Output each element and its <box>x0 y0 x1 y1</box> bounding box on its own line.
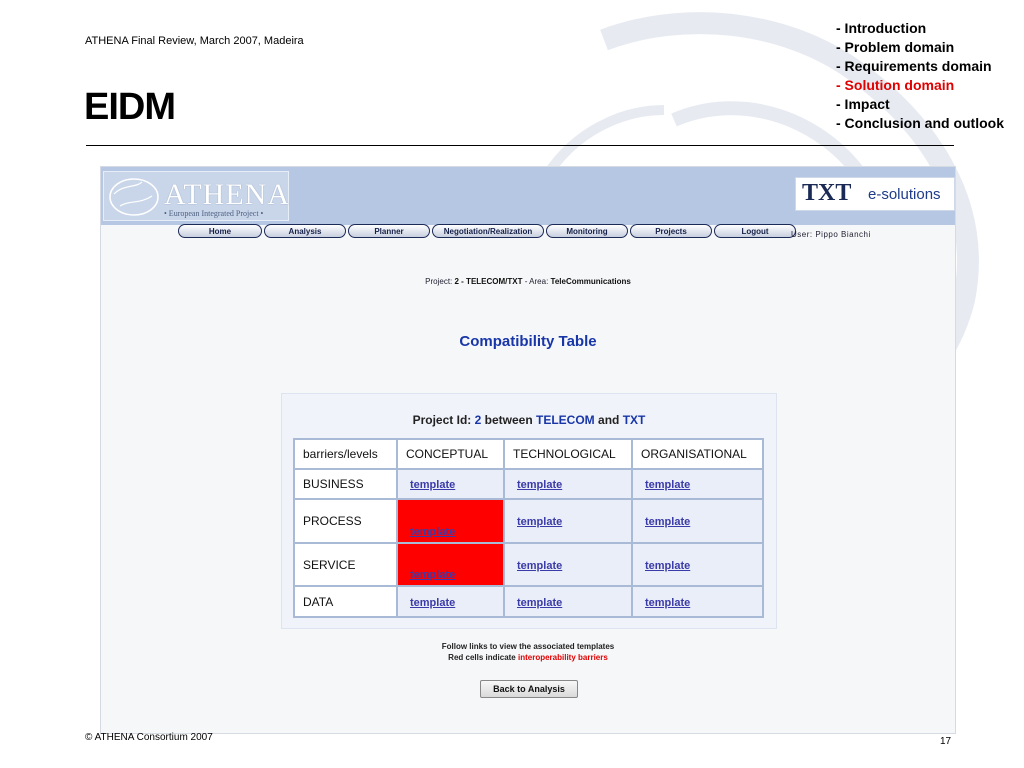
barrier-cell <box>397 543 504 586</box>
table-row <box>294 469 763 499</box>
note-highlight: interoperability barriers <box>518 653 608 662</box>
note-line-2-prefix: Red cells indicate <box>448 653 516 662</box>
template-link[interactable]: template <box>410 526 456 538</box>
table-cell <box>504 586 632 617</box>
table-cell <box>397 586 504 617</box>
slide-title: EIDM <box>84 86 175 128</box>
table-cell <box>632 586 763 617</box>
app-screenshot <box>100 166 956 734</box>
agenda-item: - Impact <box>836 96 890 112</box>
table-cell <box>632 543 763 586</box>
copyright: © ATHENA Consortium 2007 <box>85 732 213 743</box>
athena-logo-text: ATHENA <box>164 178 290 211</box>
template-link[interactable]: template <box>645 596 691 609</box>
table-cell <box>632 499 763 543</box>
page-number: 17 <box>940 736 952 747</box>
project-id: 2 <box>474 413 482 427</box>
panel-heading-and: and <box>598 413 620 427</box>
row-label: BUSINESS <box>294 469 397 499</box>
agenda-item: - Problem domain <box>836 39 955 55</box>
area-value: TeleCommunications <box>550 277 631 286</box>
agenda-list <box>836 19 1004 133</box>
user-label: User: Pippo Bianchi <box>791 230 871 239</box>
template-link[interactable]: template <box>645 559 691 572</box>
nav-logout[interactable]: Logout <box>714 224 796 238</box>
conference-label: ATHENA Final Review, March 2007, Madeira <box>85 35 304 47</box>
header-cell: TECHNOLOGICAL <box>504 439 632 469</box>
table-cell <box>397 469 504 499</box>
nav-planner[interactable]: Planner <box>348 224 430 238</box>
table-cell <box>504 543 632 586</box>
nav-analysis[interactable]: Analysis <box>264 224 346 238</box>
agenda-item: - Requirements domain <box>836 58 992 74</box>
header-cell: CONCEPTUAL <box>397 439 504 469</box>
table-header-row <box>294 439 763 469</box>
template-link[interactable]: template <box>517 559 563 572</box>
compatibility-panel <box>281 393 777 629</box>
txt-logo-mark: TXT <box>802 180 852 206</box>
header-cell: barriers/levels <box>294 439 397 469</box>
compatibility-table <box>293 438 764 618</box>
template-link[interactable]: template <box>645 479 691 491</box>
app-banner <box>101 167 955 225</box>
globe-icon <box>106 174 162 220</box>
nav-projects[interactable]: Projects <box>630 224 712 238</box>
barrier-cell <box>397 499 504 543</box>
header-cell: ORGANISATIONAL <box>632 439 763 469</box>
table-cell <box>632 469 763 499</box>
project-line <box>101 277 955 286</box>
project-value: 2 - TELECOM/TXT <box>454 277 523 286</box>
project-prefix: Project: <box>425 277 453 286</box>
area-label: - Area: <box>524 277 549 286</box>
row-label: PROCESS <box>294 499 397 543</box>
template-link[interactable]: template <box>517 596 563 609</box>
org-2: TXT <box>622 413 646 427</box>
table-cell <box>504 499 632 543</box>
panel-heading-between: between <box>484 413 533 427</box>
agenda-item-active: - Solution domain <box>836 77 955 93</box>
table-note <box>101 641 955 663</box>
nav-home[interactable]: Home <box>178 224 262 238</box>
panel-heading-prefix: Project Id: <box>412 413 472 427</box>
table-row <box>294 543 763 586</box>
template-link[interactable]: template <box>517 516 563 528</box>
table-cell <box>504 469 632 499</box>
page-title: Compatibility Table <box>459 333 597 350</box>
template-link[interactable]: template <box>517 479 563 491</box>
org-1: TELECOM <box>536 413 595 427</box>
nav-negotiation-realization[interactable]: Negotiation/Realization <box>432 224 544 238</box>
row-label: DATA <box>294 586 397 617</box>
row-label: SERVICE <box>294 543 397 586</box>
main-nav <box>178 224 798 240</box>
txt-logo <box>795 177 955 211</box>
agenda-item: - Conclusion and outlook <box>836 115 1004 131</box>
athena-logo-subtitle: • European Integrated Project • <box>164 209 264 218</box>
back-to-analysis-button[interactable]: Back to Analysis <box>480 680 578 698</box>
template-link[interactable]: template <box>410 479 456 491</box>
template-link[interactable]: template <box>645 516 691 528</box>
agenda-item: - Introduction <box>836 20 927 36</box>
note-line-1: Follow links to view the associated templates <box>441 642 615 651</box>
nav-monitoring[interactable]: Monitoring <box>546 224 628 238</box>
template-link[interactable]: template <box>410 596 456 609</box>
table-row <box>294 499 763 543</box>
template-link[interactable]: template <box>410 569 456 581</box>
table-row <box>294 586 763 617</box>
panel-heading <box>282 413 776 427</box>
note-line-2 <box>101 652 955 663</box>
txt-logo-text: e-solutions <box>868 186 941 203</box>
title-divider <box>86 145 954 146</box>
athena-logo <box>103 171 289 221</box>
